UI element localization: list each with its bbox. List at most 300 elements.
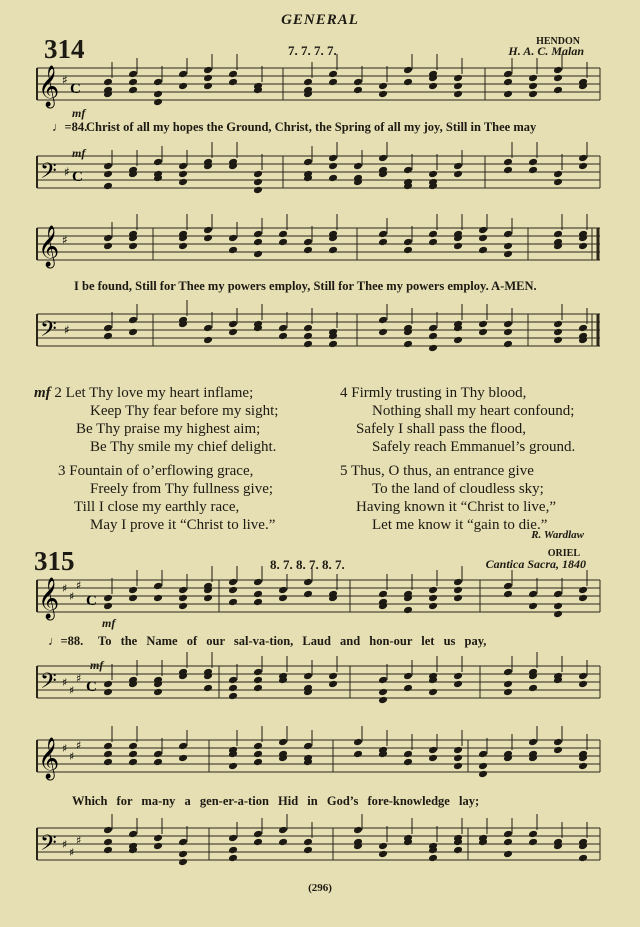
- verse-4: [340, 384, 575, 456]
- notehead: [178, 82, 188, 91]
- verse-3: [58, 462, 275, 534]
- notehead: [428, 324, 438, 333]
- notehead: [428, 238, 438, 247]
- notehead: [153, 594, 163, 603]
- verse-line: Firmly trusting in Thy blood,: [351, 385, 527, 401]
- notehead: [578, 324, 588, 333]
- svg-text:♯: ♯: [62, 73, 68, 87]
- verse-line: May I prove it “Christ to live.”: [90, 517, 276, 533]
- notehead: [378, 676, 388, 685]
- notehead: [453, 74, 463, 83]
- svg-text:♯: ♯: [62, 676, 68, 689]
- notehead: [528, 738, 538, 747]
- notehead: [553, 590, 563, 599]
- notehead: [428, 854, 438, 863]
- notehead: [503, 838, 513, 847]
- notehead: [303, 340, 313, 349]
- notehead: [553, 170, 563, 179]
- notehead: [428, 586, 438, 595]
- treble-staff: [0, 222, 640, 272]
- notehead: [528, 74, 538, 83]
- notehead: [303, 846, 313, 855]
- notehead: [103, 182, 113, 191]
- notehead: [153, 834, 163, 843]
- verse-dynamic: mf: [34, 385, 51, 401]
- notehead: [553, 602, 563, 611]
- notehead: [478, 328, 488, 337]
- notehead: [253, 668, 263, 677]
- notehead: [453, 586, 463, 595]
- notehead: [253, 238, 263, 247]
- verse-line: Thus, O thus, an entrance give: [350, 463, 534, 479]
- notehead: [403, 684, 413, 693]
- notehead: [578, 594, 588, 603]
- notehead: [253, 838, 263, 847]
- notehead: [578, 762, 588, 771]
- notehead: [453, 82, 463, 91]
- notehead: [503, 78, 513, 87]
- notehead: [153, 582, 163, 591]
- svg-text:♯: ♯: [69, 750, 75, 763]
- notehead: [403, 66, 413, 75]
- author-attribution: R. Wardlaw: [531, 529, 584, 541]
- treble-staff: [0, 574, 640, 624]
- notehead: [428, 754, 438, 763]
- notehead: [178, 586, 188, 595]
- notehead: [528, 684, 538, 693]
- notehead: [378, 90, 388, 99]
- tune-name: ORIEL: [547, 548, 580, 559]
- notehead: [303, 672, 313, 681]
- notehead: [553, 66, 563, 75]
- notehead: [503, 668, 513, 677]
- notehead: [153, 758, 163, 767]
- notehead: [503, 230, 513, 239]
- notehead: [328, 246, 338, 255]
- notehead: [503, 90, 513, 99]
- notehead: [153, 158, 163, 167]
- svg-text:♯: ♯: [69, 684, 75, 697]
- notehead: [128, 586, 138, 595]
- notehead: [153, 842, 163, 851]
- notehead: [453, 594, 463, 603]
- svg-text:♯: ♯: [69, 846, 75, 859]
- notehead: [503, 328, 513, 337]
- svg-text:𝄢: 𝄢: [40, 317, 57, 347]
- notehead: [428, 688, 438, 697]
- bass-staff: [0, 822, 640, 872]
- notehead: [578, 680, 588, 689]
- notehead: [378, 230, 388, 239]
- notehead: [153, 750, 163, 759]
- hymn-meter: 8. 7. 8. 7. 8. 7.: [270, 557, 345, 572]
- notehead: [153, 90, 163, 99]
- notehead: [503, 688, 513, 697]
- notehead: [528, 590, 538, 599]
- notehead: [553, 328, 563, 337]
- notehead: [478, 770, 488, 779]
- verse-number: 4: [340, 385, 348, 401]
- notehead: [228, 586, 238, 595]
- svg-text:C: C: [72, 169, 83, 185]
- notehead: [253, 676, 263, 685]
- notehead: [553, 230, 563, 239]
- verse-line: To the land of cloudless sky;: [372, 481, 544, 497]
- notehead: [303, 324, 313, 333]
- notehead: [128, 70, 138, 79]
- svg-text:𝄞: 𝄞: [38, 738, 60, 779]
- notehead: [203, 82, 213, 91]
- svg-text:C: C: [70, 81, 81, 97]
- tune-name: HENDON: [536, 36, 580, 47]
- notehead: [403, 750, 413, 759]
- svg-text:♯: ♯: [62, 838, 68, 851]
- notehead: [478, 750, 488, 759]
- notehead: [178, 858, 188, 867]
- notehead: [503, 242, 513, 251]
- notehead: [178, 742, 188, 751]
- notehead: [503, 680, 513, 689]
- notehead: [278, 230, 288, 239]
- notehead: [428, 170, 438, 179]
- notehead: [303, 158, 313, 167]
- notehead: [303, 578, 313, 587]
- tempo-marking: ♩=88.: [48, 634, 84, 648]
- notehead: [103, 162, 113, 171]
- notehead: [503, 70, 513, 79]
- notehead: [153, 688, 163, 697]
- svg-text:𝄢: 𝄢: [40, 159, 57, 189]
- notehead: [128, 758, 138, 767]
- notehead: [228, 578, 238, 587]
- notehead: [453, 746, 463, 755]
- notehead: [103, 688, 113, 697]
- notehead: [203, 234, 213, 243]
- notehead: [253, 742, 263, 751]
- tempo-marking: ♩=84.: [52, 120, 88, 134]
- notehead: [528, 82, 538, 91]
- composer: H. A. C. Malan: [508, 44, 584, 58]
- notehead: [378, 590, 388, 599]
- notehead: [453, 170, 463, 179]
- notehead: [553, 738, 563, 747]
- notehead: [228, 834, 238, 843]
- notehead: [303, 78, 313, 87]
- notehead: [203, 324, 213, 333]
- notehead: [478, 246, 488, 255]
- notehead: [403, 238, 413, 247]
- notehead: [303, 590, 313, 599]
- notehead: [503, 590, 513, 599]
- notehead: [528, 158, 538, 167]
- notehead: [253, 186, 263, 195]
- notehead: [278, 332, 288, 341]
- treble-staff: [0, 62, 640, 112]
- notehead: [153, 78, 163, 87]
- notehead: [428, 332, 438, 341]
- notehead: [378, 154, 388, 163]
- notehead: [403, 246, 413, 255]
- notehead: [403, 78, 413, 87]
- svg-text:♯: ♯: [76, 834, 82, 847]
- notehead: [503, 830, 513, 839]
- svg-text:♯: ♯: [64, 165, 70, 179]
- notehead: [128, 830, 138, 839]
- notehead: [428, 594, 438, 603]
- svg-text:♯: ♯: [64, 323, 70, 337]
- notehead: [328, 154, 338, 163]
- notehead: [228, 320, 238, 329]
- notehead: [278, 738, 288, 747]
- verse-line: Be Thy praise my highest aim;: [76, 421, 261, 437]
- verse-line: Safely reach Emmanuel’s ground.: [372, 439, 576, 455]
- notehead: [378, 238, 388, 247]
- notehead: [428, 82, 438, 91]
- notehead: [178, 838, 188, 847]
- notehead: [278, 586, 288, 595]
- notehead: [503, 582, 513, 591]
- notehead: [503, 850, 513, 859]
- notehead: [378, 316, 388, 325]
- notehead: [478, 226, 488, 235]
- notehead: [378, 328, 388, 337]
- notehead: [378, 82, 388, 91]
- svg-text:𝄞: 𝄞: [38, 66, 60, 107]
- verse-line: Let Thy love my heart inflame;: [65, 385, 254, 401]
- notehead: [203, 66, 213, 75]
- notehead: [253, 750, 263, 759]
- notehead: [178, 594, 188, 603]
- notehead: [203, 226, 213, 235]
- dynamic-marking: mf: [102, 616, 116, 630]
- notehead: [403, 166, 413, 175]
- notehead: [528, 602, 538, 611]
- notehead: [253, 578, 263, 587]
- notehead: [503, 340, 513, 349]
- notehead: [553, 610, 563, 619]
- notehead: [328, 162, 338, 171]
- bass-staff: [0, 660, 640, 710]
- svg-text:𝄞: 𝄞: [38, 226, 60, 267]
- notehead: [203, 594, 213, 603]
- verse-number: 3: [58, 463, 66, 479]
- svg-text:𝄞: 𝄞: [38, 578, 60, 619]
- notehead: [503, 166, 513, 175]
- notehead: [428, 230, 438, 239]
- svg-text:𝄢: 𝄢: [40, 669, 57, 699]
- notehead: [178, 162, 188, 171]
- bass-staff: [0, 308, 640, 358]
- hymn-meter: 7. 7. 7. 7.: [288, 43, 337, 58]
- notehead: [403, 758, 413, 767]
- svg-text:♯: ♯: [62, 582, 68, 595]
- notehead: [453, 242, 463, 251]
- notehead: [328, 70, 338, 79]
- notehead: [353, 162, 363, 171]
- notehead: [278, 324, 288, 333]
- notehead: [128, 78, 138, 87]
- notehead: [528, 166, 538, 175]
- notehead: [403, 672, 413, 681]
- notehead: [553, 320, 563, 329]
- notehead: [453, 680, 463, 689]
- notehead: [103, 594, 113, 603]
- verse-line: Till I close my earthly race,: [74, 499, 240, 515]
- notehead: [278, 826, 288, 835]
- notehead: [353, 78, 363, 87]
- notehead: [328, 174, 338, 183]
- notehead: [303, 332, 313, 341]
- notehead: [303, 742, 313, 751]
- notehead: [378, 850, 388, 859]
- notehead: [128, 750, 138, 759]
- notehead: [553, 86, 563, 95]
- notehead: [328, 680, 338, 689]
- notehead: [178, 70, 188, 79]
- notehead: [328, 340, 338, 349]
- svg-text:C: C: [86, 593, 97, 609]
- lyrics-line-2: Which for ma-ny a gen-er-a-tion Hid in God’s fore-knowledge lay;: [72, 794, 480, 808]
- notehead: [178, 754, 188, 763]
- lyrics-line-2: I be found, Still for Thee my powers employ, Still for Thee my powers employ. A-MEN.: [74, 279, 537, 293]
- section-header: GENERAL: [281, 12, 359, 28]
- verse-number: 2: [54, 385, 62, 401]
- notehead: [478, 762, 488, 771]
- notehead: [553, 178, 563, 187]
- bass-dynamic-marking: mf: [90, 658, 104, 672]
- svg-text:♯: ♯: [69, 590, 75, 603]
- notehead: [453, 336, 463, 345]
- notehead: [328, 672, 338, 681]
- notehead: [578, 162, 588, 171]
- notehead: [378, 842, 388, 851]
- verse-line: Let me know it “gain to die.”: [372, 517, 548, 533]
- notehead: [553, 746, 563, 755]
- notehead: [128, 86, 138, 95]
- notehead: [278, 594, 288, 603]
- svg-text:♯: ♯: [62, 233, 68, 247]
- svg-text:𝄢: 𝄢: [40, 831, 57, 861]
- notehead: [353, 86, 363, 95]
- notehead: [453, 754, 463, 763]
- notehead: [353, 826, 363, 835]
- notehead: [278, 838, 288, 847]
- notehead: [353, 738, 363, 747]
- notehead: [228, 846, 238, 855]
- notehead: [503, 158, 513, 167]
- notehead: [103, 742, 113, 751]
- notehead: [453, 162, 463, 171]
- notehead: [103, 602, 113, 611]
- svg-text:♯: ♯: [62, 742, 68, 755]
- notehead: [228, 234, 238, 243]
- notehead: [103, 324, 113, 333]
- verse-number: 5: [340, 463, 348, 479]
- notehead: [253, 684, 263, 693]
- notehead: [403, 340, 413, 349]
- notehead: [528, 90, 538, 99]
- notehead: [103, 838, 113, 847]
- notehead: [253, 230, 263, 239]
- notehead: [103, 750, 113, 759]
- notehead: [553, 74, 563, 83]
- notehead: [103, 332, 113, 341]
- notehead: [453, 90, 463, 99]
- notehead: [503, 250, 513, 259]
- notehead: [228, 854, 238, 863]
- notehead: [553, 336, 563, 345]
- verse-line: Be Thy smile my chief delight.: [90, 439, 277, 455]
- notehead: [528, 838, 538, 847]
- notehead: [428, 746, 438, 755]
- notehead: [353, 750, 363, 759]
- notehead: [453, 846, 463, 855]
- dynamic-marking: mf: [72, 106, 86, 120]
- notehead: [528, 830, 538, 839]
- notehead: [578, 242, 588, 251]
- notehead: [128, 242, 138, 251]
- notehead: [278, 238, 288, 247]
- notehead: [428, 602, 438, 611]
- notehead: [453, 672, 463, 681]
- notehead: [178, 178, 188, 187]
- notehead: [203, 684, 213, 693]
- notehead: [228, 70, 238, 79]
- svg-text:C: C: [86, 679, 97, 695]
- verse-line: Safely I shall pass the flood,: [356, 421, 526, 437]
- notehead: [578, 672, 588, 681]
- notehead: [578, 154, 588, 163]
- notehead: [253, 830, 263, 839]
- page-number: (296): [308, 882, 332, 894]
- notehead: [228, 598, 238, 607]
- notehead: [253, 170, 263, 179]
- notehead: [128, 742, 138, 751]
- notehead: [103, 170, 113, 179]
- notehead: [228, 684, 238, 693]
- verse-line: Keep Thy fear before my sight;: [90, 403, 279, 419]
- notehead: [253, 178, 263, 187]
- verse-2: [34, 384, 278, 456]
- notehead: [253, 250, 263, 259]
- notehead: [253, 758, 263, 767]
- hymn-number: 314: [44, 34, 85, 64]
- verse-5: [340, 462, 556, 534]
- notehead: [503, 320, 513, 329]
- verse-line: Freely from Thy fullness give;: [90, 481, 274, 497]
- bass-staff: [0, 150, 640, 200]
- notehead: [403, 606, 413, 615]
- notehead: [378, 688, 388, 697]
- notehead: [203, 74, 213, 83]
- notehead: [103, 78, 113, 87]
- notehead: [178, 602, 188, 611]
- notehead: [253, 590, 263, 599]
- notehead: [228, 328, 238, 337]
- bass-dynamic-marking: mf: [72, 146, 86, 160]
- notehead: [478, 320, 488, 329]
- svg-text:♯: ♯: [76, 672, 82, 685]
- notehead: [203, 336, 213, 345]
- notehead: [128, 316, 138, 325]
- notehead: [228, 762, 238, 771]
- notehead: [453, 762, 463, 771]
- notehead: [128, 594, 138, 603]
- notehead: [178, 850, 188, 859]
- lyrics-line-1: To the Name of our sal-va-tion, Laud and hon-our let us pay,: [98, 634, 487, 648]
- svg-text:♯: ♯: [76, 579, 82, 592]
- notehead: [103, 846, 113, 855]
